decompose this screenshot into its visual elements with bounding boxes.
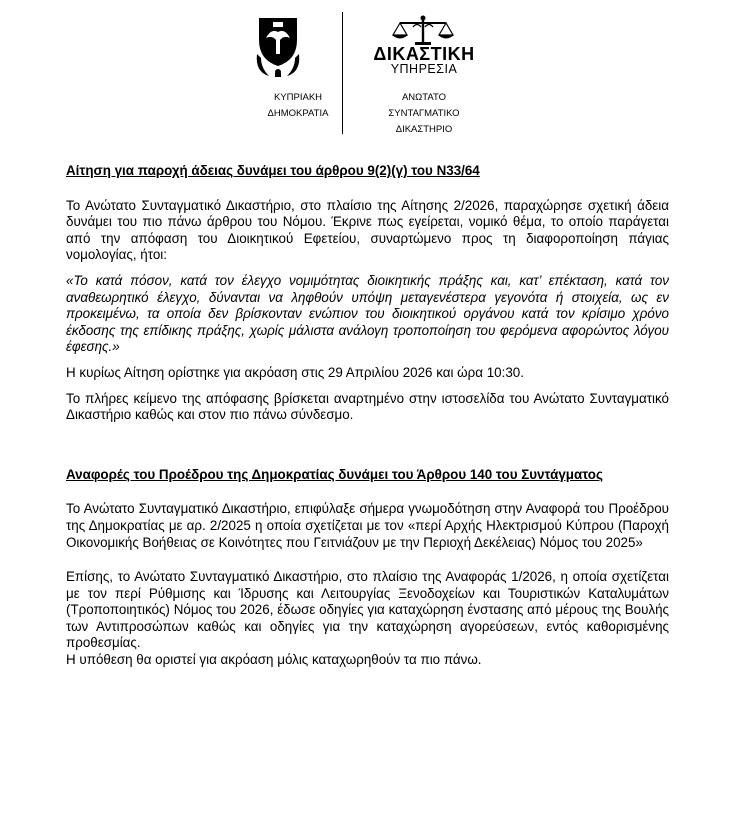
letterhead — [0, 0, 737, 140]
header-divider — [342, 12, 343, 134]
section1-quote: «Το κατά πόσον, κατά τον έλεγχο νομιμότητας διοικητικής πράξης και, κατ’ επέκταση, κατά τον αναθεωρητικό έλεγχο, δύνανται να ληφθούν υπόψη μεταγενέστερα γεγονότα ή στοιχεία, ως εν προκειμένω, τα οποία δεν βρίσκονταν ενώπιον του διοικητικού οργάνου κατά τον κρίσιμο χρόνο έκδοσης της επίδικης πράξης, χωρίς μάλιστα ανάλογη τροποποίηση του φερόμενα αφορώντος λόγου έφεσης.» — [66, 272, 669, 355]
court-caption: ΑΝΩΤΑΤΟ ΣΥΝΤΑΓΜΑΤΙΚΟ ΔΙΚΑΣΤΗΡΙΟ — [388, 92, 460, 135]
section1-heading: Αίτηση για παροχή άδειας δυνάμει του άρθρου 9(2)(γ) του Ν33/64 — [66, 163, 480, 178]
section1-hearing-date: Η κυρίως Αίτηση ορίστηκε για ακρόαση στις 29 Απριλίου 2026 και ώρα 10:30. — [66, 364, 524, 380]
logo-title: ΔΙΚΑΣΤΙΚΗ — [373, 44, 475, 64]
logo-subtitle: ΥΠΗΡΕΣΙΑ — [390, 62, 458, 76]
cyprus-coat-of-arms-icon — [253, 14, 303, 80]
scales-of-justice-icon — [388, 14, 458, 48]
republic-caption: ΚΥΠΡΙΑΚΗ ΔΗΜΟΚΡΑΤΙΑ — [267, 92, 329, 119]
section2-paragraph-3: Η υπόθεση θα οριστεί για ακρόαση μόλις καταχωρηθούν τα πιο πάνω. — [66, 652, 482, 668]
section2-heading: Αναφορές του Προέδρου της Δημοκρατίας δυνάμει του Άρθρου 140 του Συντάγματος — [66, 466, 603, 482]
section2-paragraph: Το Ανώτατο Συνταγματικό Δικαστήριο, επιφύλαξε σήμερα γνωμοδότηση στην Αναφορά του Προέδρου της Δημοκρατίας με αρ. 2/2025 η οποία σχετίζεται με τον «περί Αρχής Ηλεκτρισμού Κύπρου (Παροχή Οικονομικής Βοήθειας σε Κοινότητες που Γειτνιάζουν με την Περιοχή Δεκέλειας) Νόμος του 2025» — [66, 501, 669, 550]
section1-paragraph: Το Ανώτατο Συνταγματικό Δικαστήριο, στο πλαίσιο της Αίτησης 2/2026, παραχώρησε σχετική άδεια δυνάμει του πιο πάνω άρθρου του Νόμου. Έκρινε πως εγείρεται, νομικό θέμα, το οποίο παράγεται από την απόφαση του Διοικητικού Εφετείου, συναρτώμενο προς τη διαφοροποίηση πάγιας νομολογίας, ήτοι: — [66, 197, 669, 263]
section1-full-text-note: Το πλήρες κείμενο της απόφασης βρίσκεται αναρτημένο στην ιστοσελίδα του Ανώτατο Συνταγματικό Δικαστήριο καθώς και στον πιο πάνω σύνδεσμο. — [66, 390, 669, 423]
section2-paragraph-2: Επίσης, το Ανώτατο Συνταγματικό Δικαστήριο, στο πλαίσιο της Αναφοράς 1/2026, η οποία σχετίζεται με τον περί Ρύθμισης και Ίδρυσης και Λειτουργίας Ξενοδοχείων και Τουριστικών Καταλυμάτων (Τροποποιητικός) Νόμος του 2026, έδωσε οδηγίες για καταχώρηση ένστασης από μέρους της Βουλής των Αντιπροσώπων καθώς και οδηγίες για την καταχώρηση αγορεύσεων, εντός καθορισμένης προθεσμίας. — [66, 569, 669, 651]
document-body — [66, 163, 669, 669]
